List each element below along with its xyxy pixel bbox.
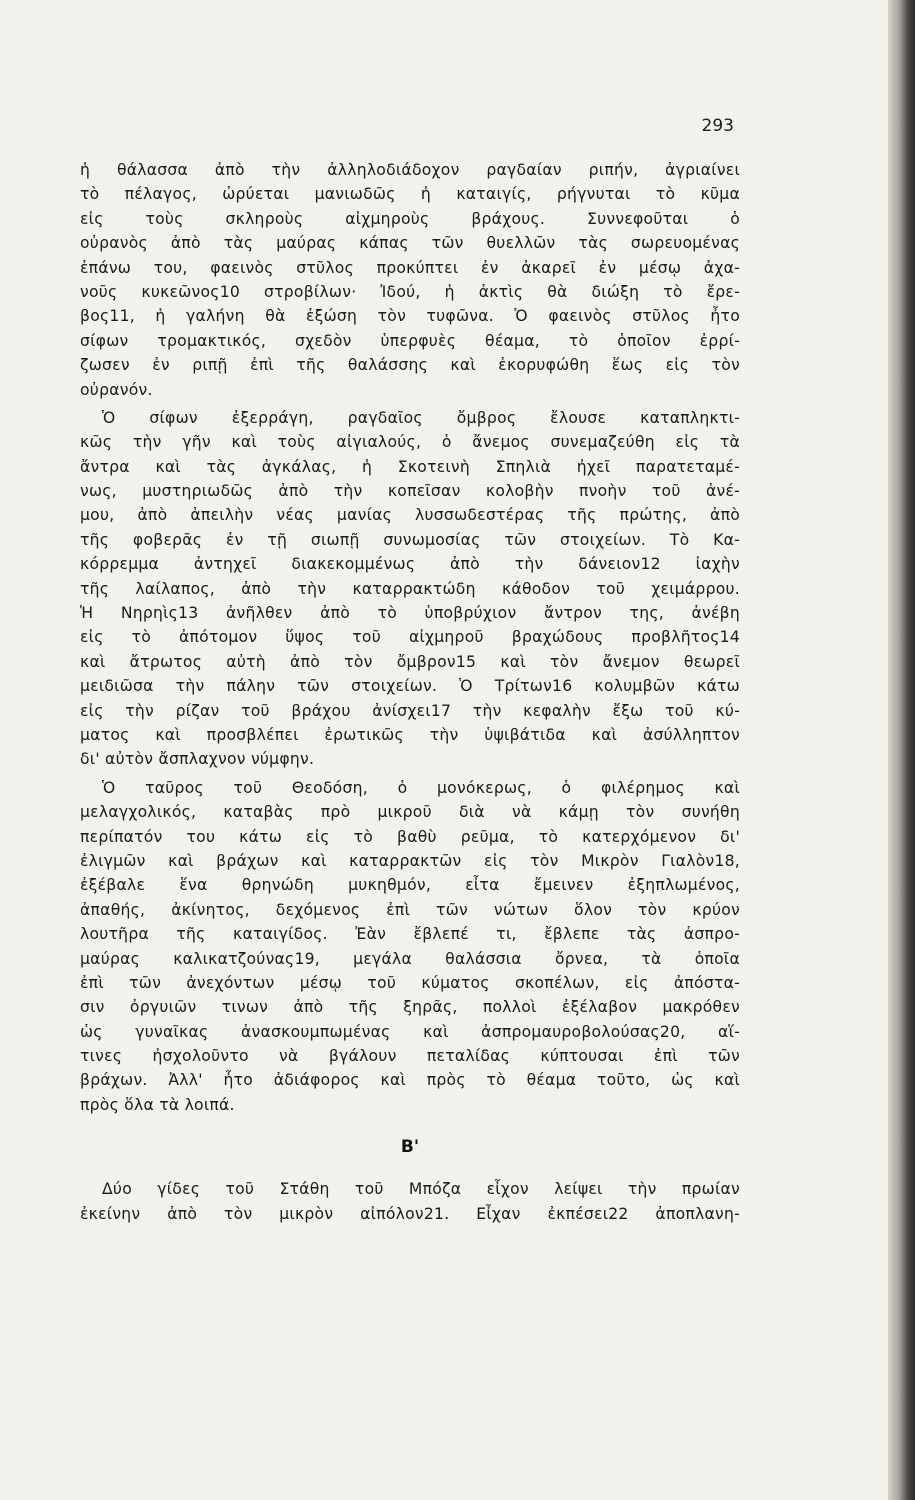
text-line: περίπατόν του κάτω εἰς τὸ βαθὺ ρεῦμα, τὸ κατερχόμενον δι' [80,827,740,846]
text-line: βος11, ἡ γαλήνη θὰ ἐξώση τὸν τυφῶνα. Ὁ φαεινὸς στῦλος ἦτο [80,307,740,326]
text-line: Ὁ σίφων ἐξερράγη, ραγδαῖος ὄμβρος ἔλουσε καταπληκτι- [102,408,740,427]
text-line: ἄντρα καὶ τὰς ἀγκάλας, ἡ Σκοτεινὴ Σπηλιὰ ἠχεῖ παρατεταμέ- [80,457,740,476]
text-line: βράχων. Ἀλλ' ἦτο ἀδιάφορος καὶ πρὸς τὸ θέαμα τοῦτο, ὡς καὶ [80,1071,740,1090]
text-line: νως, μυστηριωδῶς ἀπὸ τὴν κοπεῖσαν κολοβὴν πνοὴν τοῦ ἀνέ- [80,482,740,501]
text-line: πρὸς ὅλα τὰ λοιπά. [80,1095,235,1114]
text-line: τῆς λαίλαπος, ἀπὸ τὴν καταρρακτώδη κάθοδον τοῦ χειμάρρου. [80,579,740,598]
text-line: τινες ἠσχολοῦντο νὰ βγάλουν πεταλίδας κύπτουσαι ἐπὶ τῶν [80,1047,740,1066]
text-line: ἐκείνην ἀπὸ τὸν μικρὸν αἰπόλον21. Εἶχαν ἐκπέσει22 ἀποπλανη- [80,1204,740,1223]
text-line: εἰς τὸ ἀπότομον ὕψος τοῦ αἰχμηροῦ βραχώδους προβλῆτος14 [80,628,740,647]
page-edge-shadow [888,0,915,1500]
text-line: ἀπαθής, ἀκίνητος, δεχόμενος ἐπὶ τῶν νώτων ὅλον τὸν κρύον [80,900,740,919]
text-line: δι' αὐτὸν ἄσπλαχνον νύμφην. [80,750,315,769]
text-line: ἐξέβαλε ἕνα θρηνώδη μυκηθμόν, εἶτα ἔμεινεν ἐξηπλωμένος, [80,876,740,895]
text-line: κόρρεμμα ἀντηχεῖ διακεκομμένως ἀπὸ τὴν δάνειον12 ἰαχὴν [80,555,740,574]
section-heading: Β' [400,1137,420,1158]
text-line: ζωσεν ἐν ριπῇ ἐπὶ τῆς θαλάσσης καὶ ἐκορυφώθη ἕως εἰς τὸν [80,356,740,375]
text-line: ἐλιγμῶν καὶ βράχων καὶ καταρρακτῶν εἰς τὸν Μικρὸν Γιαλὸν18, [80,851,740,870]
text-line: οὐρανόν. [80,380,153,399]
text-line: Ἡ Νηρηὶς13 ἀνῆλθεν ἀπὸ τὸ ὑποβρύχιον ἄντρον της, ἀνέβη [80,604,740,623]
text-line: ἡ θάλασσα ἀπὸ τὴν ἀλληλοδιάδοχον ραγδαίαν ριπήν, ἀγριαίνει [80,161,740,179]
text-line: Δύο γίδες τοῦ Στάθη τοῦ Μπόζα εἶχον λείψει τὴν πρωίαν [102,1180,740,1199]
text-line: Ὁ ταῦρος τοῦ Θεοδόση, ὁ μονόκερως, ὁ φιλέρημος καὶ [102,778,740,797]
text-line: εἰς τὴν ρίζαν τοῦ βράχου ἀνίσχει17 τὴν κεφαλὴν ἔξω τοῦ κύ- [80,701,740,720]
text-line: κῶς τὴν γῆν καὶ τοὺς αἰγιαλούς, ὁ ἄνεμος συνεμαζεύθη εἰς τὰ [80,433,740,452]
text-line: ἐπὶ τῶν ἀνεχόντων μέσῳ τοῦ κύματος σκοπέλων, εἰς ἀπόστα- [80,973,740,992]
page-number: 293 [701,116,734,136]
body-text [80,158,740,1226]
text-line: ἐπάνω του, φαεινὸς στῦλος προκύπτει ἐν ἀκαρεῖ ἐν μέσῳ ἀχα- [80,258,740,277]
text-line: οὐρανὸς ἀπὸ τὰς μαύρας κάπας τῶν θυελλῶν τὰς σωρευομένας [80,234,740,253]
text-line: λουτῆρα τῆς καταιγίδος. Ἐὰν ἔβλεπέ τι, ἔβλεπε τὰς ἀσπρο- [80,925,740,944]
text-line: μου, ἀπὸ ἀπειλὴν νέας μανίας λυσσωδεστέρας τῆς πρώτης, ἀπὸ [80,506,740,525]
text-line: μελαγχολικός, καταβὰς πρὸ μικροῦ διὰ νὰ κάμῃ τὸν συνήθη [80,803,740,822]
text-line: ὡς γυναῖκας ἀνασκουμπωμένας καὶ ἀσπρομαυροβολούσας20, αἵ- [80,1022,740,1041]
text-line: καὶ ἄτρωτος αὐτὴ ἀπὸ τὸν ὄμβρον15 καὶ τὸν ἄνεμον θεωρεῖ [80,652,740,671]
text-line: εἰς τοὺς σκληροὺς αἰχμηροὺς βράχους. Συννεφοῦται ὁ [80,209,740,228]
paragraph-2 [80,406,740,772]
text-line: τῆς φοβερᾶς ἐν τῇ σιωπῇ συνωμοσίας τῶν στοιχείων. Τὸ Κα- [80,530,740,549]
text-line: μαύρας καλικατζούνας19, μεγάλα θαλάσσια ὄρνεα, τὰ ὁποῖα [80,949,740,968]
paragraph-3 [80,776,740,1117]
text-line: ματος καὶ προσβλέπει ἐρωτικῶς τὴν ὑψιβάτιδα καὶ ἀσύλληπτον [80,725,740,744]
paragraph-1 [80,158,740,402]
text-line: νοῦς κυκεῶνος10 στροβίλων· Ἰδού, ἡ ἀκτὶς θὰ διώξη τὸ ἔρε- [80,282,740,301]
text-line: μειδιῶσα τὴν πάλην τῶν στοιχείων. Ὁ Τρίτων16 κολυμβῶν κάτω [80,677,740,696]
closing-paragraph [80,1177,740,1226]
text-line: σιν ὀργυιῶν τινων ἀπὸ τῆς ξηρᾶς, πολλοὶ ἐξέλαβον μακρόθεν [80,998,740,1017]
text-line: τὸ πέλαγος, ὠρύεται μανιωδῶς ἡ καταιγίς, ρήγνυται τὸ κῦμα [80,185,740,204]
text-line: σίφων τρομακτικός, σχεδὸν ὑπερφυὲς θέαμα, τὸ ὁποῖον ἐρρί- [80,331,740,350]
